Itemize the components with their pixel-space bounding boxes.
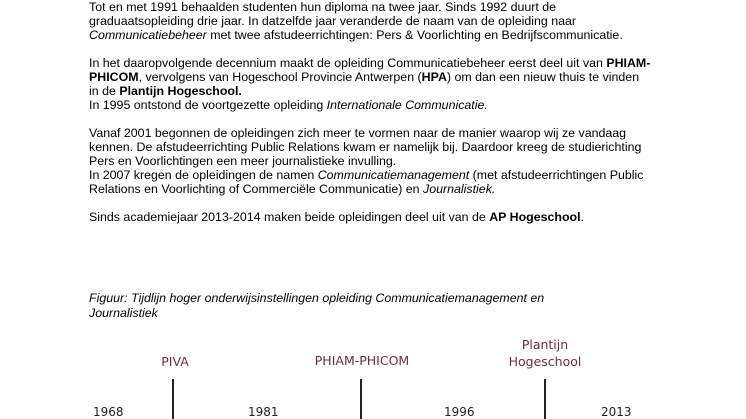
timeline-label-piva: PIVA [161, 354, 189, 369]
figure-caption [89, 291, 544, 321]
timeline-year-1996: 1996 [444, 405, 475, 419]
timeline-label-hogeschool: Hogeschool [508, 354, 582, 369]
text-run: Relations en Voorlichting of Commerciële Communicatie) en [89, 182, 424, 196]
bold-text: AP Hogeschool [489, 210, 581, 224]
text-line [89, 28, 689, 42]
text-line [89, 168, 689, 182]
bold-text: Plantijn Hogeschool. [119, 84, 242, 98]
timeline-tick [360, 379, 362, 419]
text-line: Pers en Voorlichtingen een meer journalistieke invulling. [89, 154, 397, 168]
text-run: , vervolgens van Hogeschool Provincie Antwerpen ( [138, 70, 422, 84]
text-run: ) om dan een nieuw thuis te vinden [446, 70, 640, 84]
text-line [89, 84, 689, 98]
text-run: . [580, 210, 585, 224]
timeline-label-plantijn: Plantijn [521, 337, 569, 352]
text-line [89, 210, 689, 224]
timeline-tick [544, 379, 546, 419]
text-run: In het daaropvolgende decennium maakt de opleiding Communicatiebeheer eerst deel uit van [89, 56, 607, 70]
paragraph-history-4 [89, 210, 689, 224]
caption-line: Journalistiek [89, 306, 158, 320]
document-body [89, 0, 689, 224]
text-run: In 2007 kregen de opleidingen de namen [89, 168, 318, 182]
emphasis-text: Internationale Communicatie. [326, 98, 488, 112]
text-line: Vanaf 2001 begonnen de opleidingen zich meer te vormen naar de manier waarop wij ze vandaag [89, 126, 627, 140]
paragraph-history-2 [89, 56, 689, 112]
bold-text: PHICOM [89, 70, 139, 84]
text-run: Sinds academiejaar 2013-2014 maken beide opleidingen deel uit van de [89, 210, 490, 224]
timeline-year-1968: 1968 [93, 405, 124, 419]
emphasis-text: Journalistiek. [423, 182, 496, 196]
text-line: graduaatsopleiding drie jaar. In datzelfde jaar veranderde de naam van de opleiding naar [89, 14, 577, 28]
text-line: kennen. De afstudeerrichting Public Relations kwam er namelijk bij. Daardoor kreeg de studierichting [89, 140, 642, 154]
emphasis-text: Communicatiemanagement [317, 168, 470, 182]
text-line [89, 70, 689, 84]
text-run: met twee afstudeerrichtingen: Pers & Voorlichting en Bedrijfscommunicatie. [206, 28, 623, 42]
timeline-year-1981: 1981 [248, 405, 279, 419]
bold-text: PHIAM- [606, 56, 651, 70]
bold-text: HPA [421, 70, 447, 84]
timeline-tick [172, 379, 174, 419]
emphasis-text: Communicatiebeheer [89, 28, 207, 42]
text-line [89, 98, 689, 112]
text-run: in de [89, 84, 120, 98]
timeline-label-phiam-phicom: PHIAM-PHICOM [314, 353, 410, 368]
text-line [89, 182, 689, 196]
text-run: (met afstudeerrichtingen Public [469, 168, 644, 182]
paragraph-history-1 [89, 0, 689, 42]
text-line: Tot en met 1991 behaalden studenten hun diploma na twee jaar. Sinds 1992 duurt de [89, 0, 557, 14]
paragraph-history-3 [89, 126, 689, 196]
text-run: In 1995 ontstond de voortgezette opleiding [89, 98, 327, 112]
caption-line: Figuur: Tijdlijn hoger onderwijsinstellingen opleiding Communicatiemanagement en [89, 291, 545, 305]
timeline-year-2013: 2013 [601, 405, 632, 419]
text-line [89, 56, 689, 70]
